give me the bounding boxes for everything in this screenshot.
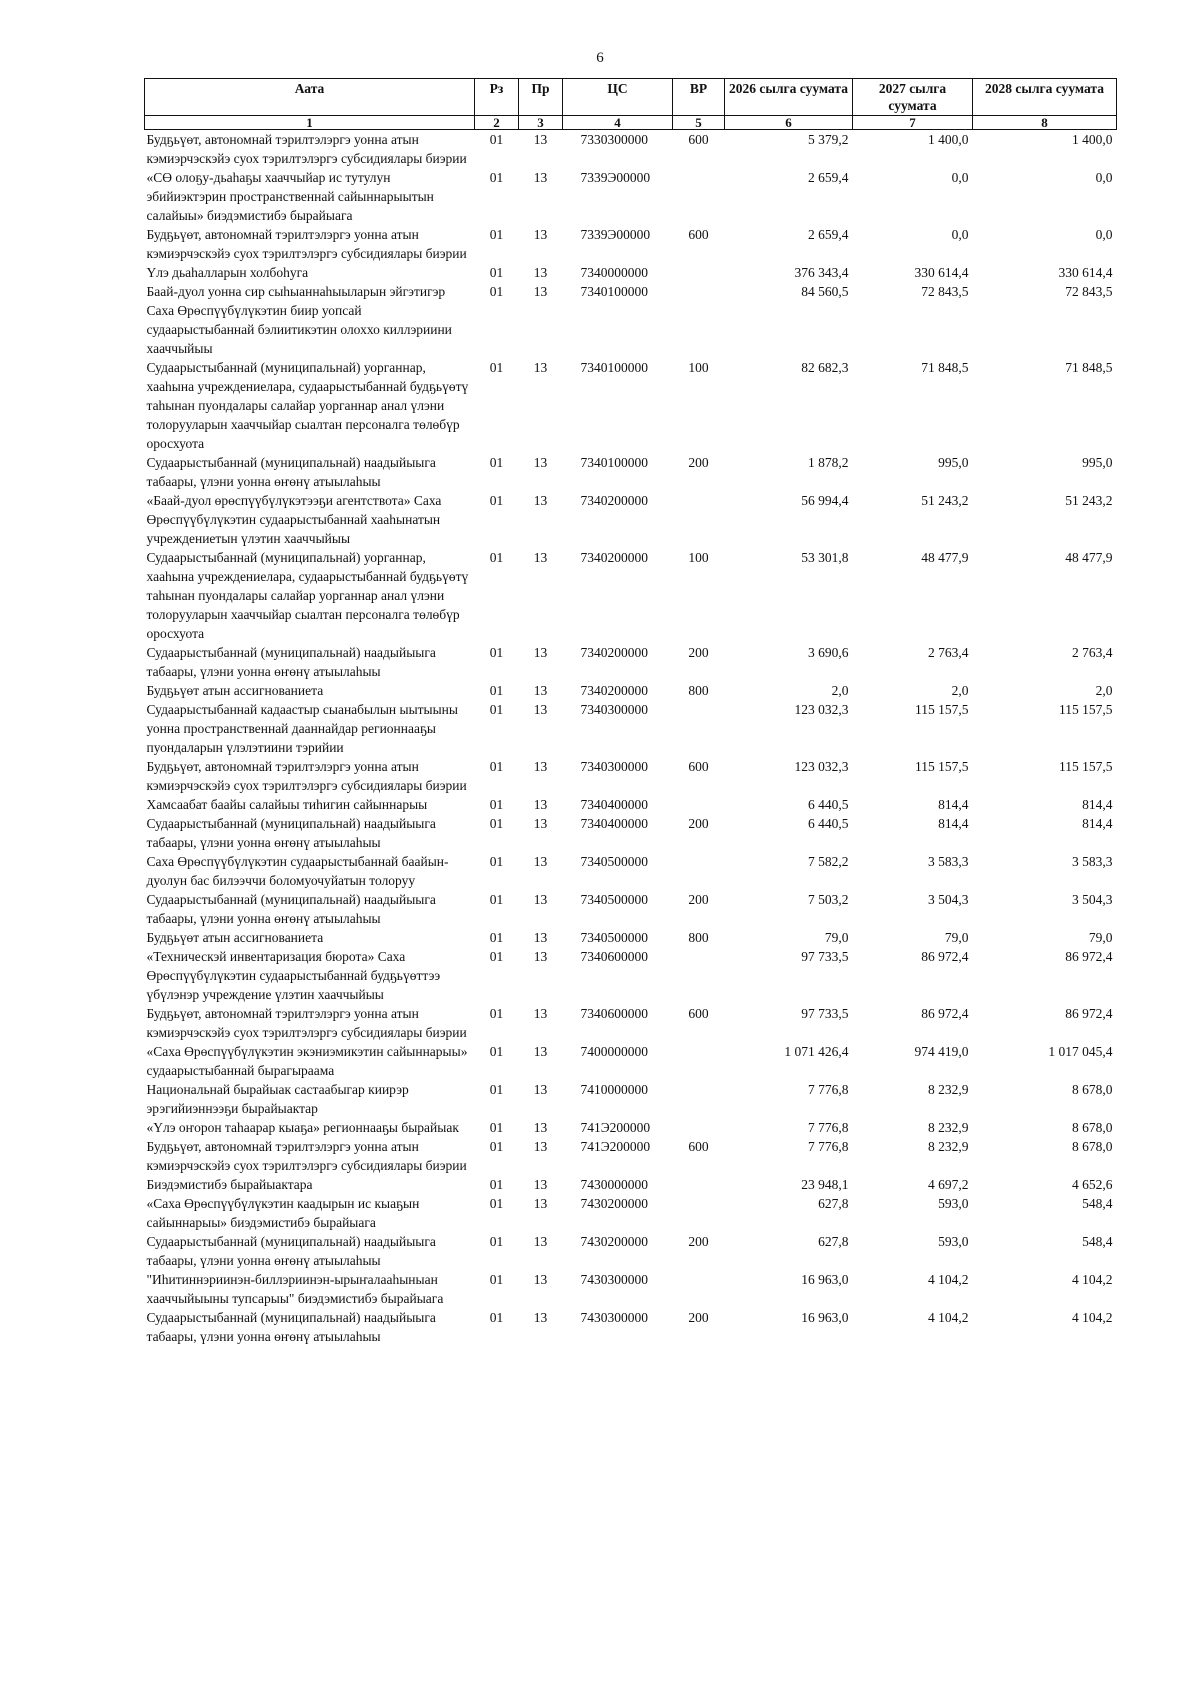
row-2027: 593,0 [938, 1196, 969, 1211]
row-vr: 800 [688, 683, 709, 698]
row-2028: 330 614,4 [1058, 265, 1113, 280]
row-pr: 13 [533, 949, 548, 964]
header-2027: 2027 сылга суумата [853, 79, 973, 116]
row-cs: 7430200000 [580, 1196, 648, 1211]
row-2026: 16 963,0 [801, 1310, 849, 1325]
row-cs: 7340400000 [580, 816, 648, 831]
row-cs: 7340100000 [580, 455, 648, 470]
row-name: Судаарыстыбаннай (муниципальнай) уорганнар, хааһына учреждениелара, судаарыстыбаннай будҕьүөтү таһынан пуондалары салайар уорганнар анал үлэни толорууларын хааччыйар сыалтан персоналга төлөбүр оросхуота [146, 360, 469, 451]
row-pr: 13 [533, 1272, 548, 1287]
table-row [145, 491, 1117, 548]
row-rz: 01 [489, 683, 504, 698]
row-name: Судаарыстыбаннай (муниципальнай) наадыйыыга табаары, үлэни уонна өҥөнү атыылаһыы [146, 1310, 436, 1344]
row-pr: 13 [533, 455, 548, 470]
column-number: 4 [563, 116, 673, 130]
row-2027: 3 504,3 [928, 892, 969, 907]
row-2028: 51 243,2 [1065, 493, 1113, 508]
table-row [145, 1194, 1117, 1232]
row-name: «Үлэ оҥорон таһаарар кыаҕа» регионнааҕы бырайыак [146, 1120, 459, 1135]
table-row [145, 1080, 1117, 1118]
row-2028: 0,0 [1095, 227, 1113, 242]
header-row [145, 79, 1117, 116]
row-pr: 13 [533, 854, 548, 869]
row-name: Будҕьүөт, автономнай тэрилтэлэргэ уонна атын кэмиэрчэскэйэ суох тэрилтэлэргэ субсидиялары биэрии [146, 759, 467, 793]
row-2026: 627,8 [818, 1196, 849, 1211]
row-pr: 13 [533, 1082, 548, 1097]
row-vr: 800 [688, 930, 709, 945]
row-2027: 115 157,5 [915, 759, 969, 774]
row-name: Үлэ дьаһалларын холбоһуга [146, 265, 309, 280]
row-2026: 79,0 [824, 930, 849, 945]
row-2026: 1 878,2 [808, 455, 849, 470]
row-pr: 13 [533, 1234, 548, 1249]
row-rz: 01 [489, 1082, 504, 1097]
row-cs: 7430300000 [580, 1310, 648, 1325]
row-vr [673, 947, 725, 1004]
table-row [145, 681, 1117, 700]
row-2027: 330 614,4 [914, 265, 969, 280]
row-2026: 97 733,5 [801, 1006, 849, 1021]
row-2027: 8 232,9 [928, 1120, 969, 1135]
row-pr: 13 [533, 1044, 548, 1059]
row-rz: 01 [489, 759, 504, 774]
table-row [145, 643, 1117, 681]
row-2026: 7 582,2 [808, 854, 849, 869]
row-pr: 13 [533, 170, 548, 185]
row-2026: 123 032,3 [794, 759, 849, 774]
row-cs: 7400000000 [580, 1044, 648, 1059]
row-2027: 115 157,5 [915, 702, 969, 717]
table-row [145, 700, 1117, 757]
column-number: 8 [973, 116, 1117, 130]
row-2028: 71 848,5 [1065, 360, 1113, 375]
row-rz: 01 [489, 816, 504, 831]
table-row [145, 757, 1117, 795]
row-2028: 814,4 [1082, 816, 1113, 831]
table-row [145, 1004, 1117, 1042]
row-cs: 7340200000 [580, 645, 648, 660]
row-rz: 01 [489, 455, 504, 470]
row-name: Судаарыстыбаннай (муниципальнай) наадыйыыга табаары, үлэни уонна өҥөнү атыылаһыы [146, 455, 436, 489]
row-2026: 1 071 426,4 [784, 1044, 849, 1059]
row-cs: 7410000000 [580, 1082, 648, 1097]
row-name: Судаарыстыбаннай (муниципальнай) наадыйыыга табаары, үлэни уонна өҥөнү атыылаһыы [146, 1234, 436, 1268]
row-pr: 13 [533, 645, 548, 660]
row-2028: 2,0 [1095, 683, 1113, 698]
row-2026: 6 440,5 [808, 797, 849, 812]
row-pr: 13 [533, 1310, 548, 1325]
row-2027: 8 232,9 [928, 1082, 969, 1097]
row-rz: 01 [489, 702, 504, 717]
row-rz: 01 [489, 949, 504, 964]
row-rz: 01 [489, 1310, 504, 1325]
table-row [145, 453, 1117, 491]
row-vr [673, 1118, 725, 1137]
row-name: Саха Өрөспүүбүлүкэтин судаарыстыбаннай баайын-дуолун бас билээччи боломуочуйатын толоруу [146, 854, 449, 888]
row-vr: 600 [688, 1139, 709, 1154]
row-2028: 995,0 [1082, 455, 1113, 470]
row-2028: 2 763,4 [1072, 645, 1113, 660]
row-2027: 2 763,4 [928, 645, 969, 660]
row-2027: 48 477,9 [921, 550, 969, 565]
table-row [145, 795, 1117, 814]
table-row [145, 1270, 1117, 1308]
row-2028: 4 652,6 [1072, 1177, 1113, 1192]
row-name: «СӨ олоҕу-дьаһаҕы хааччыйар ис тутулун эбийиэктэрин пространственнай сайыннарыытын салайыы» биэдэмистибэ бырайыага [146, 170, 434, 223]
row-name: Судаарыстыбаннай кадаастыр сыанабылын ыытыыны уонна пространственнай дааннайдар регионнааҕы пуондаларын үлэлэтиини тэрийии [146, 702, 458, 755]
row-2026: 23 948,1 [801, 1177, 849, 1192]
column-number: 2 [475, 116, 519, 130]
table-row [145, 928, 1117, 947]
row-vr [673, 168, 725, 225]
row-vr [673, 795, 725, 814]
row-2028: 548,4 [1082, 1196, 1113, 1211]
header-2028: 2028 сылга суумата [973, 79, 1117, 116]
column-number: 7 [853, 116, 973, 130]
row-vr: 200 [688, 816, 709, 831]
row-rz: 01 [489, 645, 504, 660]
row-2027: 86 972,4 [921, 1006, 969, 1021]
table-row [145, 263, 1117, 282]
row-2026: 3 690,6 [808, 645, 849, 660]
row-pr: 13 [533, 550, 548, 565]
row-2028: 115 157,5 [1059, 759, 1113, 774]
row-vr: 600 [688, 227, 709, 242]
row-rz: 01 [489, 1120, 504, 1135]
row-vr [673, 282, 725, 358]
row-name: «Саха Өрөспүүбүлүкэтин каадырын ис кыаҕын сайыннарыы» биэдэмистибэ бырайыага [146, 1196, 420, 1230]
row-cs: 741Э200000 [580, 1139, 651, 1154]
row-2028: 115 157,5 [1059, 702, 1113, 717]
row-2027: 4 104,2 [928, 1272, 969, 1287]
row-name: Судаарыстыбаннай (муниципальнай) уорганнар, хааһына учреждениелара, судаарыстыбаннай будҕьүөтү таһынан пуондалары салайар уорганнар анал үлэни толорууларын хааччыйар сыалтан персоналга төлөбүр оросхуота [146, 550, 469, 641]
table-row [145, 890, 1117, 928]
row-2028: 1 017 045,4 [1048, 1044, 1113, 1059]
row-vr [673, 1042, 725, 1080]
row-2026: 627,8 [818, 1234, 849, 1249]
row-2027: 4 697,2 [928, 1177, 969, 1192]
row-name: Будҕьүөт, автономнай тэрилтэлэргэ уонна атын кэмиэрчэскэйэ суох тэрилтэлэргэ субсидиялары биэрии [146, 227, 467, 261]
row-2027: 79,0 [944, 930, 969, 945]
row-cs: 7430300000 [580, 1272, 648, 1287]
row-2028: 72 843,5 [1065, 284, 1113, 299]
row-rz: 01 [489, 1272, 504, 1287]
row-name: Будҕьүөт атын ассигнованиета [146, 683, 324, 698]
row-vr [673, 1270, 725, 1308]
row-2026: 5 379,2 [808, 132, 849, 147]
row-vr: 100 [688, 360, 709, 375]
row-2027: 593,0 [938, 1234, 969, 1249]
row-vr [673, 1194, 725, 1232]
row-name: Судаарыстыбаннай (муниципальнай) наадыйыыга табаары, үлэни уонна өҥөнү атыылаһыы [146, 816, 436, 850]
row-2027: 1 400,0 [928, 132, 969, 147]
row-vr: 600 [688, 1006, 709, 1021]
table-body [145, 130, 1117, 1347]
row-name: "Иһитиннэриинэн-биллэриинэн-ырыҥалааһыныан хааччыйыыны тупсарыы" биэдэмистибэ бырайыага [146, 1272, 444, 1306]
row-cs: 7340500000 [580, 854, 648, 869]
row-2027: 51 243,2 [921, 493, 969, 508]
row-name: Баай-дуол уонна сир сыһыаннаһыыларын эйгэтигэр Саха Өрөспүүбүлүкэтин биир уопсай судаарыстыбаннай бэлиитикэтин олоххо киллэриини хааччыйыы [146, 284, 452, 356]
row-rz: 01 [489, 1234, 504, 1249]
row-cs: 7340100000 [580, 360, 648, 375]
row-2027: 814,4 [938, 816, 969, 831]
row-pr: 13 [533, 132, 548, 147]
row-name: «Баай-дуол өрөспүүбүлүкэтээҕи агентствота» Саха Өрөспүүбүлүкэтин судаарыстыбаннай хааһынатын учреждениетын үлэтин хааччыйыы [146, 493, 442, 546]
row-pr: 13 [533, 1120, 548, 1135]
row-cs: 7340200000 [580, 493, 648, 508]
table-row [145, 947, 1117, 1004]
row-pr: 13 [533, 265, 548, 280]
row-name: Будҕьүөт, автономнай тэрилтэлэргэ уонна атын кэмиэрчэскэйэ суох тэрилтэлэргэ субсидиялары биэрии [146, 1006, 467, 1040]
row-rz: 01 [489, 1177, 504, 1192]
row-rz: 01 [489, 930, 504, 945]
row-vr: 600 [688, 132, 709, 147]
row-2028: 86 972,4 [1065, 1006, 1113, 1021]
row-2028: 48 477,9 [1065, 550, 1113, 565]
row-pr: 13 [533, 930, 548, 945]
header-vr: ВР [673, 79, 725, 116]
row-rz: 01 [489, 1006, 504, 1021]
row-cs: 7340400000 [580, 797, 648, 812]
row-vr: 200 [688, 892, 709, 907]
row-rz: 01 [489, 892, 504, 907]
row-pr: 13 [533, 683, 548, 698]
row-2028: 814,4 [1082, 797, 1113, 812]
row-cs: 7340600000 [580, 949, 648, 964]
row-cs: 7339Э00000 [580, 227, 651, 242]
column-number: 3 [519, 116, 563, 130]
row-vr: 200 [688, 1310, 709, 1325]
row-2026: 7 776,8 [808, 1139, 849, 1154]
table-row [145, 1042, 1117, 1080]
row-cs: 7330300000 [580, 132, 648, 147]
row-rz: 01 [489, 1139, 504, 1154]
row-2028: 548,4 [1082, 1234, 1113, 1249]
row-2028: 8 678,0 [1072, 1082, 1113, 1097]
row-2026: 16 963,0 [801, 1272, 849, 1287]
row-2026: 7 503,2 [808, 892, 849, 907]
row-name: Биэдэмистибэ бырайыактара [146, 1177, 313, 1192]
page-number: 6 [596, 50, 604, 66]
row-2026: 56 994,4 [801, 493, 849, 508]
table-row [145, 1232, 1117, 1270]
table-row [145, 1137, 1117, 1175]
row-2028: 8 678,0 [1072, 1120, 1113, 1135]
row-cs: 7430200000 [580, 1234, 648, 1249]
row-vr: 100 [688, 550, 709, 565]
row-pr: 13 [533, 1006, 548, 1021]
header-cs: ЦС [563, 79, 673, 116]
row-rz: 01 [489, 550, 504, 565]
row-vr [673, 491, 725, 548]
row-name: Судаарыстыбаннай (муниципальнай) наадыйыыга табаары, үлэни уонна өҥөнү атыылаһыы [146, 892, 436, 926]
row-rz: 01 [489, 493, 504, 508]
row-rz: 01 [489, 132, 504, 147]
row-vr [673, 1175, 725, 1194]
row-pr: 13 [533, 1139, 548, 1154]
row-cs: 7340300000 [580, 759, 648, 774]
table-row [145, 548, 1117, 643]
row-pr: 13 [533, 227, 548, 242]
row-cs: 7339Э00000 [580, 170, 651, 185]
row-vr: 200 [688, 645, 709, 660]
row-pr: 13 [533, 360, 548, 375]
row-vr [673, 700, 725, 757]
row-cs: 7340100000 [580, 284, 648, 299]
row-vr [673, 852, 725, 890]
table-row [145, 852, 1117, 890]
row-rz: 01 [489, 854, 504, 869]
row-cs: 7340500000 [580, 930, 648, 945]
row-2027: 8 232,9 [928, 1139, 969, 1154]
row-2026: 53 301,8 [801, 550, 849, 565]
row-cs: 7430000000 [580, 1177, 648, 1192]
row-name: Будҕьүөт, автономнай тэрилтэлэргэ уонна атын кэмиэрчэскэйэ суох тэрилтэлэргэ субсидиялары биэрии [146, 1139, 467, 1173]
row-2028: 3 504,3 [1072, 892, 1113, 907]
budget-table [144, 78, 1117, 1346]
column-number: 1 [145, 116, 475, 130]
table-row [145, 168, 1117, 225]
table-row [145, 225, 1117, 263]
row-2028: 79,0 [1088, 930, 1113, 945]
row-2026: 7 776,8 [808, 1082, 849, 1097]
row-vr: 200 [688, 1234, 709, 1249]
row-2027: 71 848,5 [921, 360, 969, 375]
row-2027: 814,4 [938, 797, 969, 812]
row-cs: 7340600000 [580, 1006, 648, 1021]
row-vr [673, 263, 725, 282]
row-2026: 376 343,4 [794, 265, 849, 280]
row-2028: 1 400,0 [1072, 132, 1113, 147]
column-number: 5 [673, 116, 725, 130]
row-name: Хамсаабат баайы салайыы тиһигин сайыннарыы [146, 797, 428, 812]
row-rz: 01 [489, 1044, 504, 1059]
table-row [145, 1175, 1117, 1194]
row-2027: 995,0 [938, 455, 969, 470]
column-number-row [145, 116, 1117, 130]
row-rz: 01 [489, 797, 504, 812]
table-row [145, 358, 1117, 453]
row-vr: 600 [688, 759, 709, 774]
header-name: Аата [145, 79, 475, 116]
row-pr: 13 [533, 702, 548, 717]
row-pr: 13 [533, 284, 548, 299]
row-2026: 123 032,3 [794, 702, 849, 717]
row-cs: 7340000000 [580, 265, 648, 280]
row-2027: 0,0 [951, 227, 969, 242]
row-name: «Саха Өрөспүүбүлүкэтин экэниэмикэтин сайыннарыы» судаарыстыбаннай бырагыраама [146, 1044, 468, 1078]
row-rz: 01 [489, 360, 504, 375]
row-name: Судаарыстыбаннай (муниципальнай) наадыйыыга табаары, үлэни уонна өҥөнү атыылаһыы [146, 645, 436, 679]
row-2026: 2 659,4 [808, 170, 849, 185]
row-2028: 8 678,0 [1072, 1139, 1113, 1154]
row-name: Будҕьүөт, автономнай тэрилтэлэргэ уонна атын кэмиэрчэскэйэ суох тэрилтэлэргэ субсидиялары биэрии [146, 132, 467, 166]
row-2027: 86 972,4 [921, 949, 969, 964]
row-name: Национальнай бырайыак састаабыгар киирэр эрэгийиэннээҕи бырайыактар [146, 1082, 409, 1116]
table-row [145, 814, 1117, 852]
row-2026: 84 560,5 [801, 284, 849, 299]
row-rz: 01 [489, 170, 504, 185]
row-2027: 974 419,0 [914, 1044, 969, 1059]
header-rz: Рз [475, 79, 519, 116]
row-name: Будҕьүөт атын ассигнованиета [146, 930, 324, 945]
row-name: «Техническэй инвентаризация бюрота» Саха Өрөспүүбүлүкэтин судаарыстыбаннай будҕьүөттээ үбүлэнэр учреждение үлэтин хааччыйыы [146, 949, 441, 1002]
row-2027: 0,0 [951, 170, 969, 185]
row-2026: 97 733,5 [801, 949, 849, 964]
row-vr [673, 1080, 725, 1118]
row-pr: 13 [533, 493, 548, 508]
table-row [145, 1308, 1117, 1346]
table-row [145, 130, 1117, 169]
column-number: 6 [725, 116, 853, 130]
row-cs: 7340300000 [580, 702, 648, 717]
row-vr: 200 [688, 455, 709, 470]
row-2026: 2 659,4 [808, 227, 849, 242]
row-2026: 7 776,8 [808, 1120, 849, 1135]
row-2028: 0,0 [1095, 170, 1113, 185]
row-cs: 741Э200000 [580, 1120, 651, 1135]
row-rz: 01 [489, 284, 504, 299]
row-2026: 82 682,3 [801, 360, 849, 375]
row-2028: 3 583,3 [1072, 854, 1113, 869]
row-rz: 01 [489, 1196, 504, 1211]
row-rz: 01 [489, 265, 504, 280]
row-pr: 13 [533, 797, 548, 812]
row-pr: 13 [533, 892, 548, 907]
table-row [145, 1118, 1117, 1137]
row-pr: 13 [533, 816, 548, 831]
row-2027: 72 843,5 [921, 284, 969, 299]
table-row [145, 282, 1117, 358]
row-pr: 13 [533, 759, 548, 774]
row-2027: 3 583,3 [928, 854, 969, 869]
row-cs: 7340200000 [580, 683, 648, 698]
row-2028: 86 972,4 [1065, 949, 1113, 964]
row-2028: 4 104,2 [1072, 1272, 1113, 1287]
row-rz: 01 [489, 227, 504, 242]
row-2028: 4 104,2 [1072, 1310, 1113, 1325]
row-2026: 6 440,5 [808, 816, 849, 831]
row-cs: 7340200000 [580, 550, 648, 565]
header-2026: 2026 сылга суумата [725, 79, 853, 116]
row-2026: 2,0 [831, 683, 849, 698]
row-2027: 4 104,2 [928, 1310, 969, 1325]
header-pr: Пр [519, 79, 563, 116]
row-cs: 7340500000 [580, 892, 648, 907]
row-pr: 13 [533, 1177, 548, 1192]
row-2027: 2,0 [951, 683, 969, 698]
row-pr: 13 [533, 1196, 548, 1211]
